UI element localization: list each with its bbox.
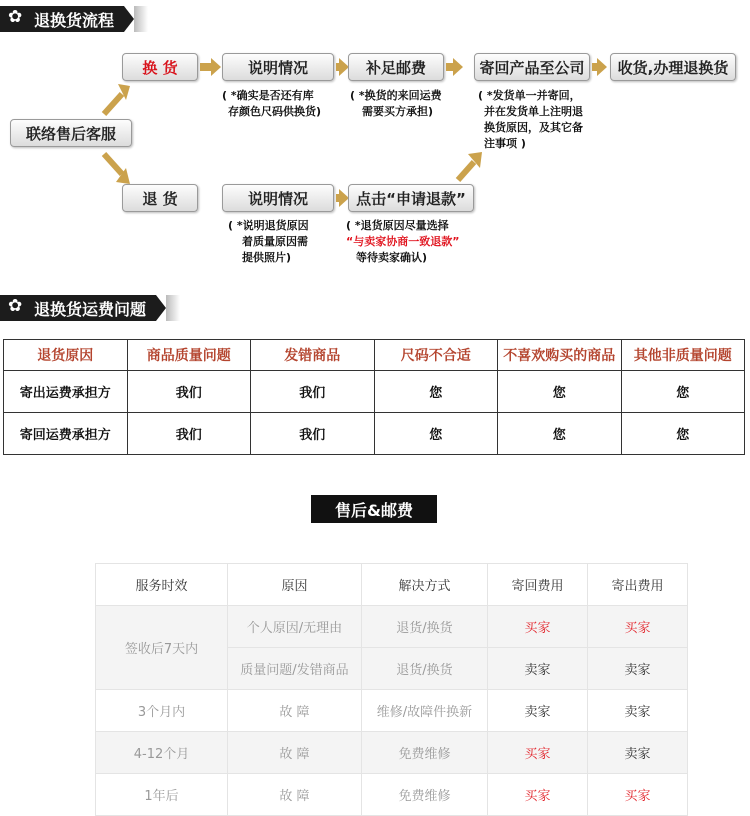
flower-icon	[8, 10, 26, 28]
table-header-row	[96, 564, 688, 606]
table-cell: 4-12个月	[96, 732, 228, 774]
table-header-cell: 发错商品	[251, 340, 375, 371]
table-header-cell: 其他非质量问题	[621, 340, 745, 371]
exchange-box: 换 货	[122, 53, 198, 81]
table-cell: 退货/换货	[362, 606, 488, 648]
table-header-cell: 不喜欢购买的商品	[498, 340, 622, 371]
table-row	[96, 606, 688, 648]
table-row	[96, 690, 688, 732]
receive-box: 收货,办理退换货	[610, 53, 736, 81]
table-row	[96, 774, 688, 816]
flower-icon	[8, 299, 26, 317]
table-cell: 您	[621, 413, 745, 455]
table-cell: 故 障	[228, 774, 362, 816]
explain-box-1: 说明情况	[222, 53, 334, 81]
table-cell: 签收后7天内	[96, 606, 228, 690]
table-row	[4, 413, 745, 455]
apply-refund-box: 点击“申请退款”	[348, 184, 474, 212]
arrow-up-right-icon	[452, 150, 488, 186]
arrow-right-icon	[446, 63, 454, 71]
table-cell: 您	[374, 413, 498, 455]
table-header-cell: 尺码不合适	[374, 340, 498, 371]
table-cell: 买家	[588, 606, 688, 648]
after-sales-title: 售后&邮费	[311, 495, 437, 523]
table-cell: 免费维修	[362, 774, 488, 816]
table-cell: 我们	[251, 371, 375, 413]
table-header-cell: 寄出费用	[588, 564, 688, 606]
arrow-right-icon	[336, 194, 340, 202]
table-cell: 我们	[127, 413, 251, 455]
table-cell: 个人原因/无理由	[228, 606, 362, 648]
after-sales-table	[95, 563, 688, 816]
note-explain-2: ( *说明退货原因 着质量原因需 提供照片)	[228, 219, 309, 264]
note-send-back: ( *发货单一并寄回， 并在发货单上注明退 换货原因，及其它备 注事项 )	[478, 89, 583, 150]
note-refund: ( *退货原因尽量选择 “与卖家协商一致退款” 等待卖家确认)	[346, 219, 460, 264]
arrow-right-icon	[336, 63, 340, 71]
table-cell: 买家	[488, 732, 588, 774]
table-cell: 您	[498, 371, 622, 413]
arrow-right-icon	[200, 63, 212, 71]
table-row	[4, 371, 745, 413]
table-cell: 退货/换货	[362, 648, 488, 690]
table-cell: 买家	[488, 774, 588, 816]
section-banner-shipping-cost	[0, 295, 180, 321]
shipping-cost-table	[3, 339, 745, 455]
table-cell: 我们	[251, 413, 375, 455]
explain-box-2: 说明情况	[222, 184, 334, 212]
table-cell: 质量问题/发错商品	[228, 648, 362, 690]
table-cell: 卖家	[488, 648, 588, 690]
table-cell: 卖家	[588, 690, 688, 732]
table-header-cell: 退货原因	[4, 340, 128, 371]
table-cell: 买家	[488, 606, 588, 648]
table-header-cell: 服务时效	[96, 564, 228, 606]
table-cell: 免费维修	[362, 732, 488, 774]
table-cell: 卖家	[588, 732, 688, 774]
table-cell: 您	[498, 413, 622, 455]
table-header-cell: 原因	[228, 564, 362, 606]
send-back-box: 寄回产品至公司	[474, 53, 590, 81]
return-box: 退 货	[122, 184, 198, 212]
table-cell: 卖家	[588, 648, 688, 690]
table-cell: 卖家	[488, 690, 588, 732]
table-cell: 故 障	[228, 690, 362, 732]
table-cell: 您	[621, 371, 745, 413]
table-header-cell: 解决方式	[362, 564, 488, 606]
section-title: 退换货流程	[34, 10, 115, 30]
table-cell: 维修/故障件换新	[362, 690, 488, 732]
section-banner-return-flow	[0, 6, 148, 32]
contact-service-box: 联络售后客服	[10, 119, 132, 147]
table-cell: 买家	[588, 774, 688, 816]
arrow-right-icon	[592, 63, 598, 71]
section-title: 退换货运费问题	[34, 299, 147, 319]
table-cell: 寄出运费承担方	[4, 371, 128, 413]
table-cell: 故 障	[228, 732, 362, 774]
table-header-row	[4, 340, 745, 371]
branch-arrows	[96, 82, 136, 192]
table-cell: 1年后	[96, 774, 228, 816]
pay-postage-box: 补足邮费	[348, 53, 444, 81]
table-row	[96, 732, 688, 774]
table-header-cell: 寄回费用	[488, 564, 588, 606]
note-explain-1: ( *确实是否还有库 存颜色尺码供换货)	[222, 89, 322, 118]
note-postage: ( *换货的来回运费 需要买方承担)	[350, 89, 442, 118]
table-cell: 寄回运费承担方	[4, 413, 128, 455]
table-cell: 3个月内	[96, 690, 228, 732]
table-header-cell: 商品质量问题	[127, 340, 251, 371]
table-cell: 我们	[127, 371, 251, 413]
table-cell: 您	[374, 371, 498, 413]
